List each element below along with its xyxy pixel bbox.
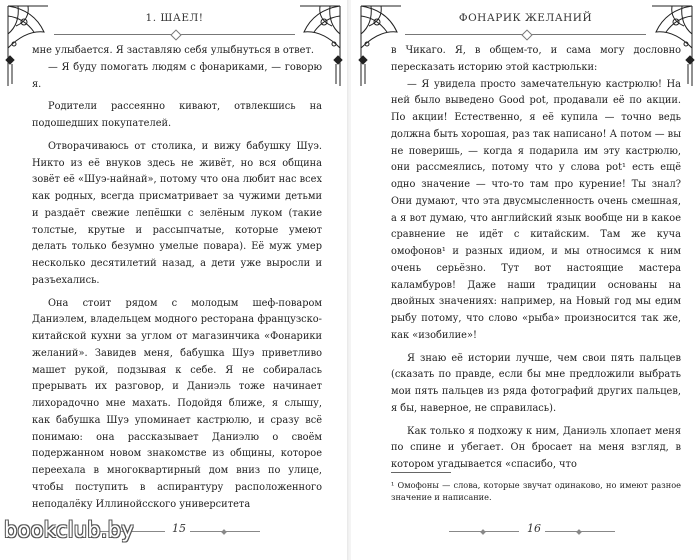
running-header: ФОНАРИК ЖЕЛАНИЙ xyxy=(458,12,593,24)
paragraph: Я знаю её истории лучше, чем свои пять пальцев (сказать по правде, если бы мне предложили выбрать мои пять пальцев из ряда фотографий других пальцев, я бы, наверное, не справилась). xyxy=(391,352,681,414)
left-page xyxy=(0,0,349,560)
folio-rule xyxy=(190,531,260,532)
paragraph: — Я буду помогать людям с фонариками, — говорю я. xyxy=(32,61,322,90)
body-text xyxy=(32,43,322,513)
header-rule xyxy=(405,34,646,35)
site-watermark: bookclub.by xyxy=(4,518,134,542)
running-header: 1. ШАЕЛ! xyxy=(145,12,204,24)
paragraph: мне улыбается. Я заставляю себя улыбнуться в ответ. xyxy=(32,45,315,56)
folio-rule xyxy=(545,531,615,532)
folio-rule xyxy=(449,531,519,532)
paragraph: Она стоит рядом с молодым шеф-поваром Даниэлем, владельцем модного ресторана французско-китайской кухни за углом от магазинчика «Фонарики желаний». Завидев меня, бабушка Шуэ приветливо машет рукой, подзывая к себе. Я не собиралась прерывать их разговор, и Даниэль тоже начинает лихорадочно мне махать. Подойдя ближе, я слышу, как бабушка Шуэ упоминает кастрюлю, и сразу всё понимаю: она рассказывает Даниэлю о своём подержанном новом знакомстве из общины, которое переехала в многоквартирный дом вниз по улице, чтобы поступить в аспирантуру расположенного неподалёку Иллинойсского университета xyxy=(32,297,322,510)
paragraph: Как только я подхожу к ним, Даниэль хлопает меня по спине и убегает. Он бросает на меня взгляд, в котором угадывается «спасибо, что xyxy=(391,425,681,470)
page-number: 16 xyxy=(527,522,541,535)
right-page xyxy=(351,0,700,560)
paragraph: в Чикаго. Я, в общем-то, и сама могу дословно пересказать историю этой кастрюльки: xyxy=(391,45,681,73)
paragraph: Отворачиваюсь от столика, и вижу бабушку Шуэ. Никто из её внуков здесь не живёт, но вся община зовёт её «Шуэ-найнай», потому что она любит нас всех как родных, всегда присматривает за чужими детьми и раздаёт свежие лепёшки с зелёным луком (такие толстые, крутые и рассыпчатые, которые умеют делать только безумно умелые повара). Её муж умер несколько десятилетий назад, а дети уже выросли и разъехались. xyxy=(32,140,322,286)
header-rule xyxy=(54,34,295,35)
body-text xyxy=(391,43,681,474)
paragraph: Родители рассеянно кивают, отвлекшись на подошедших покупателей. xyxy=(32,101,322,129)
paragraph: — Я увидела просто замечательную кастрюлю! На ней было выведено Good pot, продавали её по акции. По акции! Естественно, я её купила — точно ведь должна быть хорошая, раз так написано! А потом — вы не поверишь, — когда я подарила им эту кастрюлю, они рассмеялись, потому что у слова pot¹ есть ещё одно значение — что-то там про курение! Ты знал? Они думают, что эта двусмысленность очень смешная, а я вот думаю, что английский язык вообще ни в какое сравнение не идёт с китайским. Там же куча омофонов¹ и разных идиом, и мы относимся к ним очень серьёзно. Тут вот настоящие мастера каламбуров! Даже наши традиции основаны на двойных значениях: например, на Новый год мы едим рыбу потому, что слово «рыба» произносится так же, как «изобилие»! xyxy=(391,78,681,341)
footnote: ¹ Омофоны — слова, которые звучат одинаково, но имеют разное значение и написание. xyxy=(391,472,681,503)
page-number: 15 xyxy=(172,522,186,535)
